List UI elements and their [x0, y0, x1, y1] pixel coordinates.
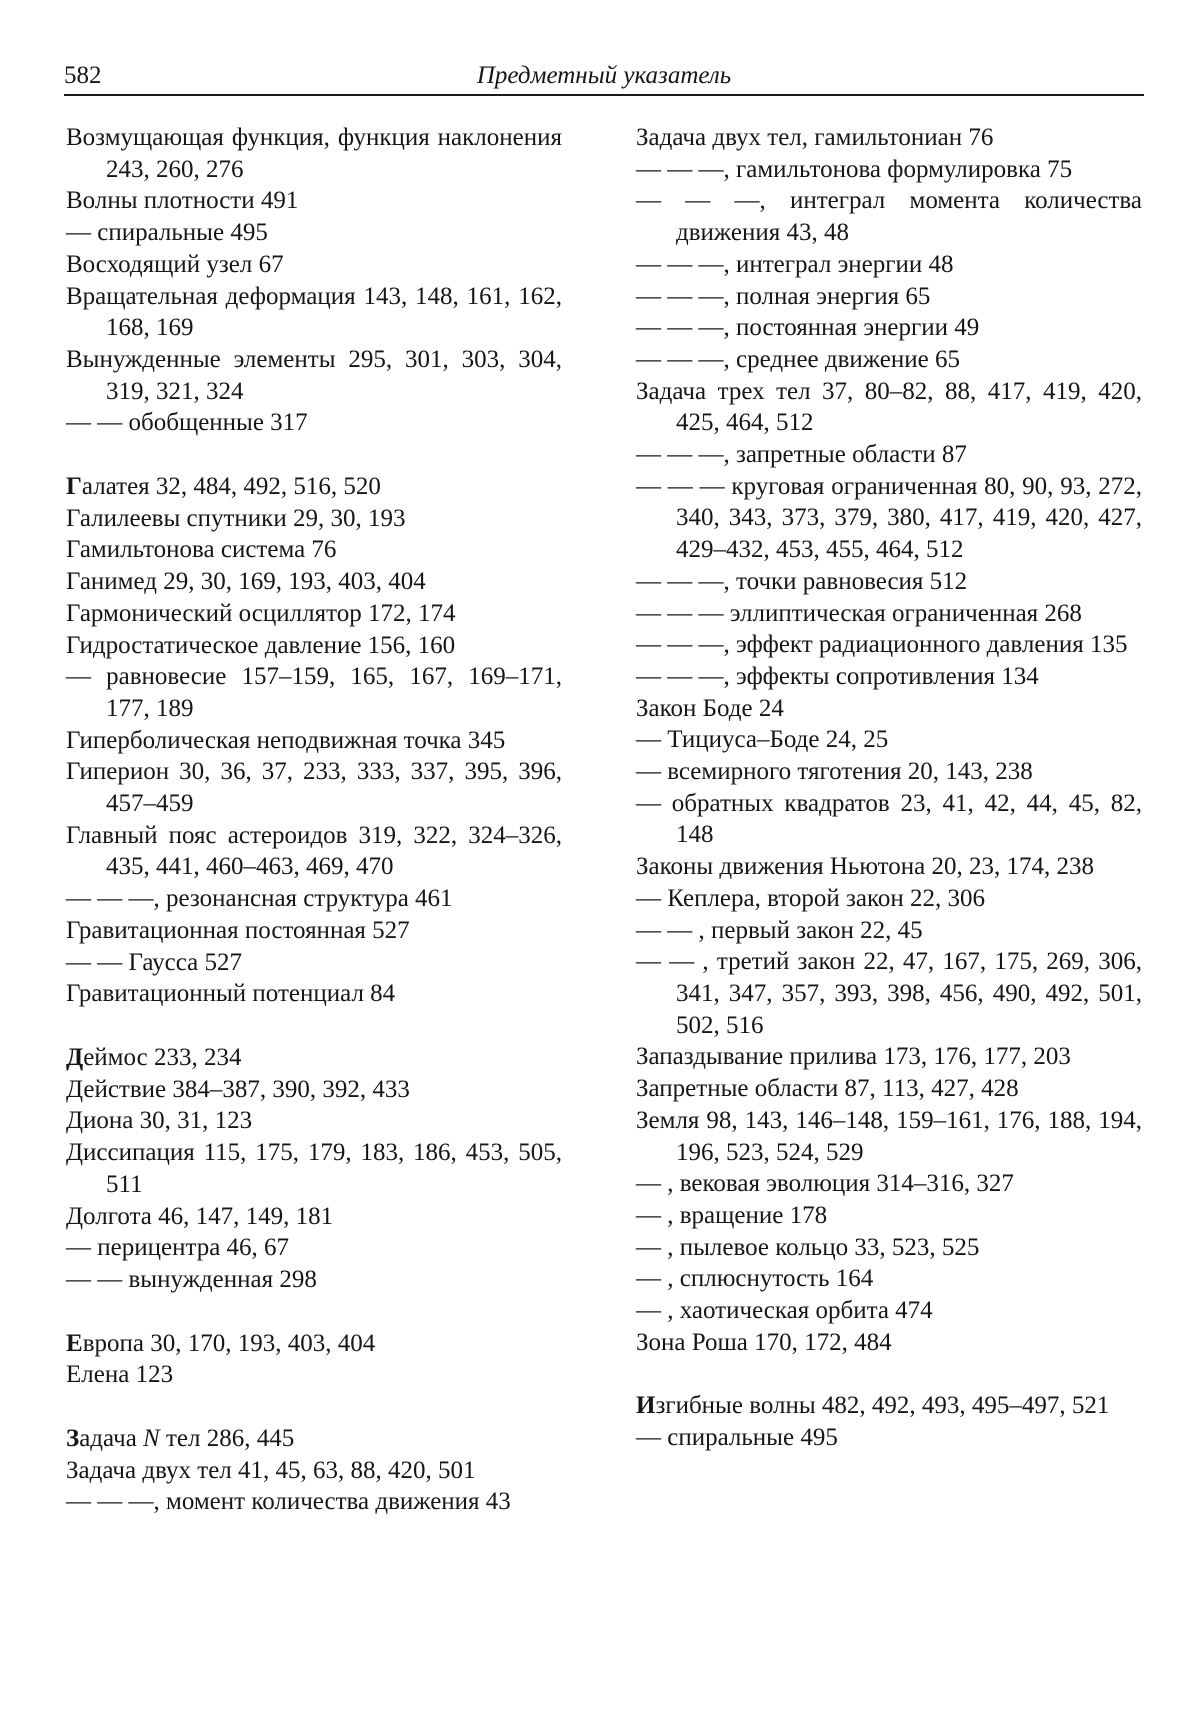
index-entry — [66, 1074, 562, 1106]
index-entry — [636, 1390, 1142, 1422]
index-entry-text: Задача двух тел 41, 45, 63, 88, 420, 501 — [66, 1456, 476, 1484]
index-entry — [66, 503, 562, 535]
index-entry-text: — — , третий закон 22, 47, 167, 175, 269, 306, 341, 347, 357, 393, 398, 456, 490, 492, 501, 502, 516 — [636, 948, 1142, 1039]
index-entry-text: — спиральные 495 — [66, 219, 268, 247]
running-title: Предметный указатель — [476, 62, 732, 89]
index-entry — [636, 1073, 1142, 1105]
index-entry — [636, 851, 1142, 883]
index-entry-text: — — , первый закон 22, 45 — [636, 916, 923, 944]
index-entry-text: — — —, интеграл момента количества движения 43, 48 — [636, 187, 1142, 247]
index-entry — [66, 1137, 562, 1200]
section-initial-letter: И — [636, 1392, 656, 1420]
index-entry — [66, 978, 562, 1010]
index-column-right — [636, 122, 1142, 1454]
index-entry — [636, 1041, 1142, 1073]
index-entry — [66, 1232, 562, 1264]
index-entry-text: — — Гаусса 527 — [66, 948, 243, 976]
index-entry — [636, 154, 1142, 186]
index-entry — [636, 1105, 1142, 1168]
index-entry — [66, 1359, 562, 1391]
index-entry — [636, 724, 1142, 756]
index-entry — [636, 185, 1142, 248]
index-entry — [636, 122, 1142, 154]
index-entry-text: Гармонический осциллятор 172, 174 — [66, 599, 456, 627]
index-entry — [66, 249, 562, 281]
index-entry — [636, 566, 1142, 598]
index-entry — [636, 661, 1142, 693]
index-entry-text: Диссипация 115, 175, 179, 183, 186, 453, 505, 511 — [66, 1139, 562, 1198]
index-entry — [636, 1263, 1142, 1295]
index-entry-text: Вращательная деформация 143, 148, 161, 162, 168, 169 — [66, 282, 562, 342]
index-entry-text: — Тициуса–Боде 24, 25 — [636, 726, 889, 754]
index-entry-text: — , пылевое кольцо 33, 523, 525 — [636, 1233, 980, 1261]
index-entry — [66, 1328, 562, 1360]
index-entry-text: алатея 32, 484, 492, 516, 520 — [81, 473, 381, 501]
index-entry — [636, 471, 1142, 566]
index-entry — [636, 281, 1142, 313]
index-entry — [636, 1422, 1142, 1454]
index-entry-text: — — —, гамильтонова формулировка 75 — [636, 155, 1073, 183]
index-entry — [636, 598, 1142, 630]
index-entry-text: — — —, резонансная структура 461 — [66, 885, 453, 913]
index-entry — [66, 1042, 562, 1074]
index-entry — [636, 344, 1142, 376]
index-entry — [636, 312, 1142, 344]
index-entry — [66, 661, 562, 724]
index-entry-text: — , вращение 178 — [636, 1201, 828, 1229]
index-entry — [66, 217, 562, 249]
index-entry — [66, 1201, 562, 1233]
index-entry-text: — — —, эффект радиационного давления 135 — [636, 631, 1128, 659]
index-entry-text: адача — [79, 1425, 137, 1453]
index-entry-text: — — — круговая ограниченная 80, 90, 93, 272, 340, 343, 373, 379, 380, 417, 419, 420, 427, 429–432, 453, 455, 464, 512 — [636, 472, 1142, 564]
index-entry — [66, 471, 562, 503]
index-entry-text: Возмущающая функция, функция наклонения 243, 260, 276 — [66, 124, 562, 183]
index-entry-text: Восходящий узел 67 — [66, 250, 284, 278]
index-entry — [636, 1327, 1142, 1359]
index-entry — [66, 566, 562, 598]
index-entry-text: Зона Роша 170, 172, 484 — [636, 1328, 892, 1356]
index-entry — [636, 883, 1142, 915]
index-entry-text: Запретные области 87, 113, 427, 428 — [636, 1075, 1019, 1103]
index-entry — [636, 1168, 1142, 1200]
index-entry — [66, 820, 562, 883]
index-entry-tail: тел 286, 445 — [165, 1425, 295, 1453]
index-entry-text: Задача двух тел, гамильтониан 76 — [636, 124, 994, 151]
section-initial-letter: З — [66, 1425, 80, 1453]
index-entry — [66, 344, 562, 407]
index-entry — [66, 947, 562, 979]
index-entry-text: — — —, среднее движение 65 — [636, 345, 960, 373]
index-entry — [636, 756, 1142, 788]
index-entry — [66, 1423, 562, 1455]
index-entry — [66, 1105, 562, 1137]
index-entry-text: — перицентра 46, 67 — [66, 1234, 290, 1262]
index-entry-text: Долгота 46, 147, 149, 181 — [66, 1202, 334, 1230]
index-entry-text: Волны плотности 491 — [66, 187, 299, 215]
index-entry-text: — обратных квадратов 23, 41, 42, 44, 45, 82, 148 — [636, 789, 1142, 849]
index-entry-text: — спиральные 495 — [636, 1424, 838, 1452]
index-entry — [636, 1295, 1142, 1327]
index-entry-text: еймос 233, 234 — [83, 1043, 242, 1071]
index-entry — [66, 883, 562, 915]
index-entry — [66, 122, 562, 185]
index-entry-text: згибные волны 482, 492, 493, 495–497, 521 — [655, 1392, 1110, 1420]
index-entry-text: Гамильтонова система 76 — [66, 536, 337, 564]
index-entry — [636, 629, 1142, 661]
index-entry-text: Законы движения Ньютона 20, 23, 174, 238 — [636, 853, 1094, 881]
section-initial-letter: Г — [66, 473, 82, 501]
index-entry — [636, 946, 1142, 1041]
index-entry — [636, 693, 1142, 725]
index-entry-text: — , вековая эволюция 314–316, 327 — [636, 1170, 1014, 1198]
index-entry — [66, 1455, 562, 1487]
index-entry-text: — — —, интеграл энергии 48 — [636, 250, 954, 278]
index-entry — [66, 630, 562, 662]
index-entry-text: — равновесие 157–159, 165, 167, 169–171, 177, 189 — [66, 663, 562, 722]
index-entry — [66, 407, 562, 439]
index-entry — [636, 915, 1142, 947]
index-entry-text: — — —, постоянная энергии 49 — [636, 314, 980, 342]
index-entry-text: Гиперболическая неподвижная точка 345 — [66, 726, 506, 754]
index-entry — [636, 1232, 1142, 1264]
index-entry-text: — — —, момент количества движения 43 — [66, 1488, 511, 1516]
index-entry-text: — — —, полная энергия 65 — [636, 282, 931, 310]
index-entry-text: Ганимед 29, 30, 169, 193, 403, 404 — [66, 568, 426, 596]
index-entry — [636, 1200, 1142, 1232]
index-entry-text: Гравитационная постоянная 527 — [66, 916, 410, 944]
index-entry-text: Запаздывание прилива 173, 176, 177, 203 — [636, 1043, 1071, 1071]
index-entry-text: — — —, точки равновесия 512 — [636, 567, 968, 595]
index-entry — [66, 534, 562, 566]
index-entry-text: Гравитационный потенциал 84 — [66, 980, 396, 1008]
index-entry-text: — — —, запретные области 87 — [636, 441, 967, 469]
index-entry-italic: N — [143, 1425, 160, 1453]
index-entry — [66, 915, 562, 947]
index-entry — [66, 756, 562, 819]
index-entry-text: Гидростатическое давление 156, 160 — [66, 631, 456, 659]
index-entry-text: — , хаотическая орбита 474 — [636, 1297, 933, 1325]
index-entry-text: Вынужденные элементы 295, 301, 303, 304, 319, 321, 324 — [66, 345, 562, 405]
index-entry-text: Закон Боде 24 — [636, 694, 784, 722]
index-entry-text: Задача трех тел 37, 80–82, 88, 417, 419, 420, 425, 464, 512 — [636, 377, 1142, 437]
index-entry-text: — , сплюснутость 164 — [636, 1265, 874, 1293]
index-column-left — [66, 122, 562, 1518]
index-entry-text: Главный пояс астероидов 319, 322, 324–326, 435, 441, 460–463, 469, 470 — [66, 821, 562, 881]
index-entry — [66, 1486, 562, 1518]
index-entry — [636, 439, 1142, 471]
index-entry-text: Действие 384–387, 390, 392, 433 — [66, 1075, 410, 1103]
index-entry-text: — Кеплера, второй закон 22, 306 — [636, 884, 985, 912]
index-entry — [66, 598, 562, 630]
index-entry — [66, 1264, 562, 1296]
page-header — [64, 58, 1144, 96]
index-entry-text: — — — эллиптическая ограниченная 268 — [636, 599, 1082, 627]
section-initial-letter: Д — [66, 1043, 84, 1071]
index-entry-text: — — вынужденная 298 — [66, 1265, 317, 1293]
index-entry-text: Галилеевы спутники 29, 30, 193 — [66, 504, 406, 532]
index-entry-text: — всемирного тяготения 20, 143, 238 — [636, 758, 1033, 786]
index-entry-text: Гиперион 30, 36, 37, 233, 333, 337, 395, 396, 457–459 — [66, 758, 562, 818]
index-entry-text: — — —, эффекты сопротивления 134 — [636, 662, 1039, 690]
index-entry — [66, 185, 562, 217]
index-entry — [636, 376, 1142, 439]
index-entry-text: Земля 98, 143, 146–148, 159–161, 176, 188, 194, 196, 523, 524, 529 — [636, 1106, 1142, 1166]
index-entry-text: Диона 30, 31, 123 — [66, 1107, 253, 1135]
index-entry-text: — — обобщенные 317 — [66, 409, 308, 437]
index-entry — [636, 788, 1142, 851]
index-entry-text: Елена 123 — [66, 1361, 174, 1389]
section-initial-letter: Е — [66, 1329, 83, 1357]
index-entry — [66, 725, 562, 757]
index-entry-text: вропа 30, 170, 193, 403, 404 — [82, 1329, 376, 1357]
index-entry — [636, 249, 1142, 281]
page-number: 582 — [64, 62, 102, 89]
index-entry — [66, 281, 562, 344]
